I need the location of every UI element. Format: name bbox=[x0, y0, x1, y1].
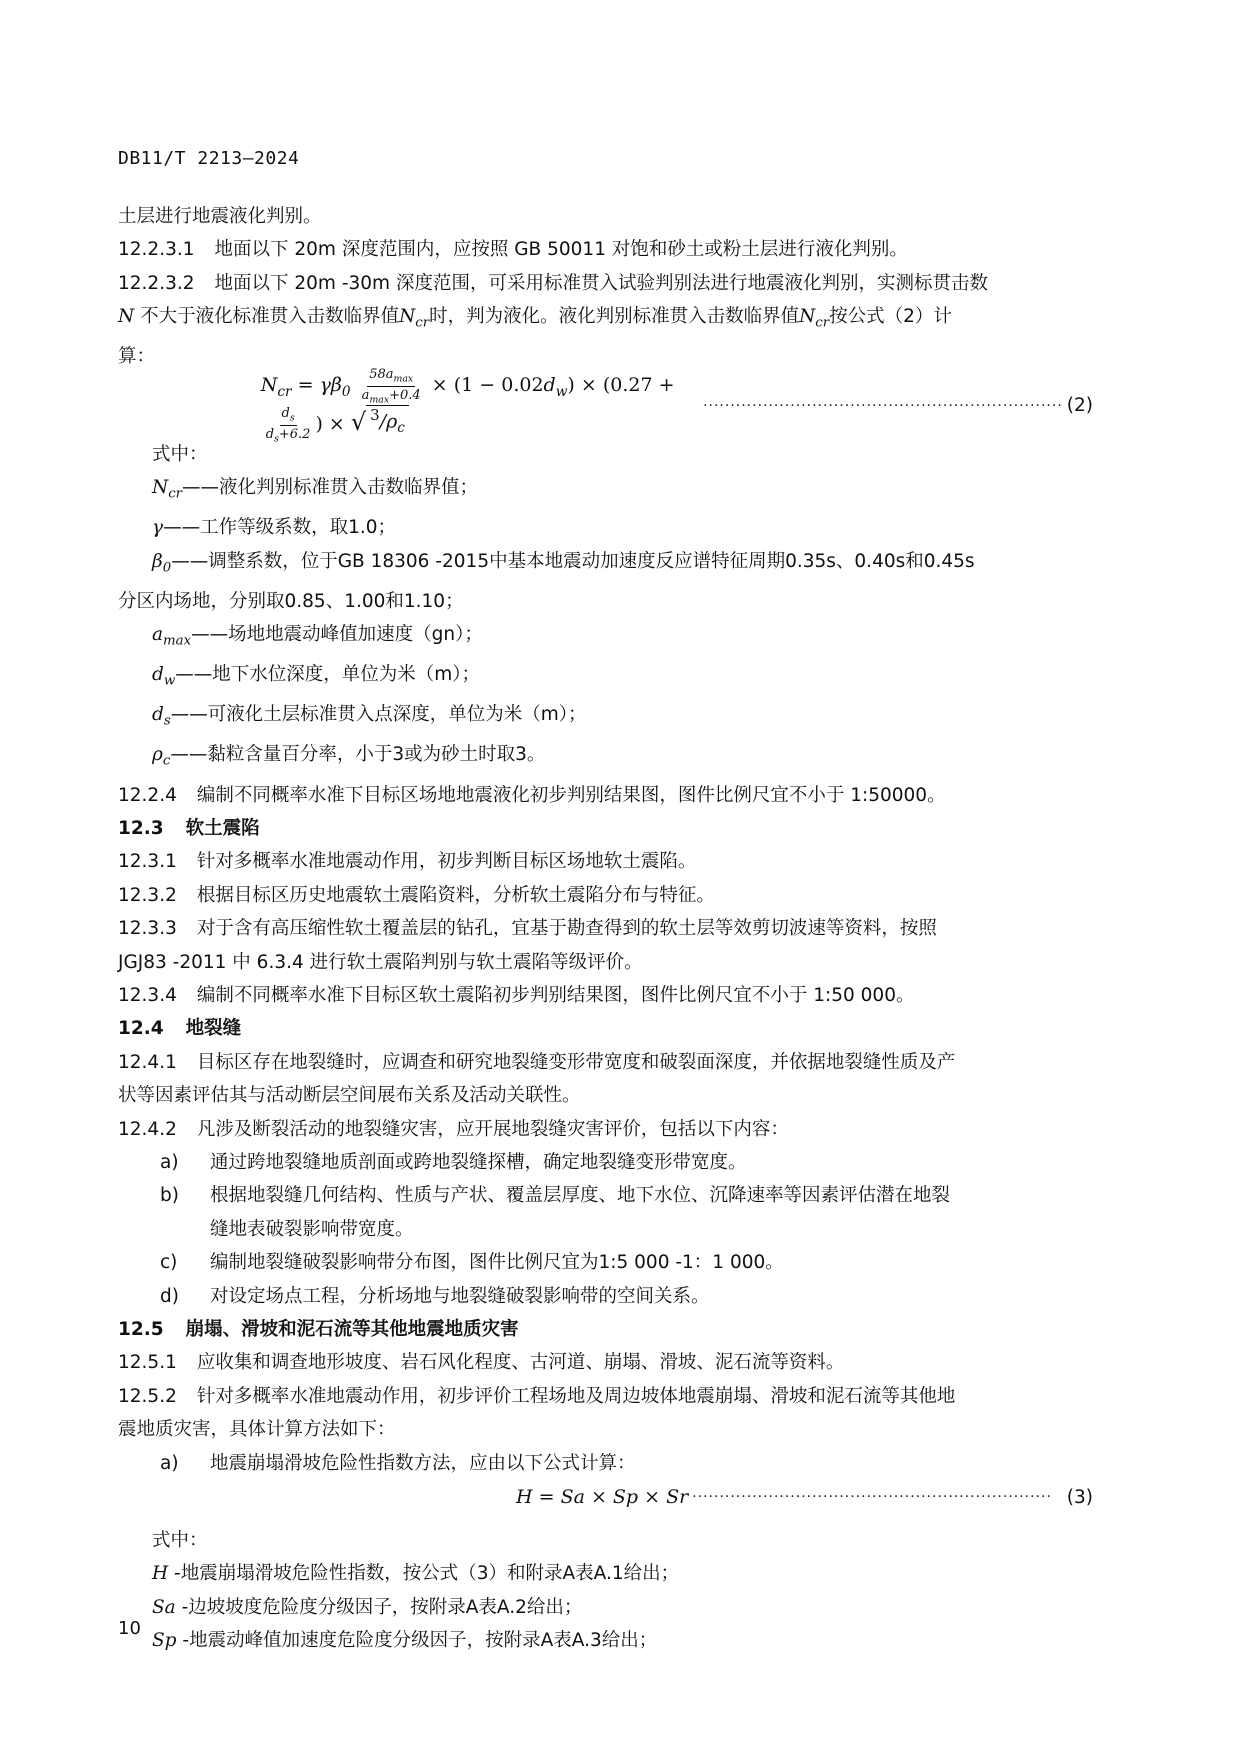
math-symbol-ncr: $N_{cr}$ bbox=[799, 306, 830, 331]
clause-number: 12.4.2 bbox=[118, 1118, 177, 1140]
section-number: 12.5 bbox=[118, 1319, 164, 1340]
math-symbol-ncr: $N_{cr}$ bbox=[399, 306, 430, 331]
clause-number: 12.4.1 bbox=[118, 1051, 177, 1073]
clause-text: 针对多概率水准地震动作用，初步判断目标区场地软土震陷。 bbox=[196, 851, 697, 873]
list-label: b) bbox=[160, 1185, 179, 1207]
formula-2 bbox=[118, 367, 1093, 445]
math-symbol: $a_{max}$ bbox=[152, 624, 192, 649]
definition-text: ——黏粒含量百分率，小于3或为砂土时取3。 bbox=[170, 744, 546, 766]
clause-12-3-2 bbox=[118, 879, 1093, 912]
page-number: 10 bbox=[118, 1618, 141, 1639]
text-line: 震地质灾害，具体计算方法如下： bbox=[118, 1419, 396, 1441]
list-item-a bbox=[118, 1146, 1093, 1179]
clause-text: 针对多概率水准地震动作用，初步评价工程场地及周边坡体地震崩塌、滑坡和泥石流等其他地 bbox=[196, 1385, 956, 1407]
math-symbol: Sp bbox=[152, 1630, 177, 1652]
clause-number: 12.3.1 bbox=[118, 851, 177, 873]
math-symbol: Sa bbox=[152, 1596, 176, 1618]
definition-text: ——液化判别标准贯入击数临界值； bbox=[182, 477, 479, 499]
formula-number: (2) bbox=[1066, 395, 1093, 417]
list-text: 缝地表破裂影响带宽度。 bbox=[210, 1218, 414, 1240]
math-symbol: $\beta_0$ bbox=[152, 550, 172, 576]
definition-text: ——调整系数，位于GB 18306 -2015中基本地震动加速度反应谱特征周期0.35s、0.40s和0.45s bbox=[171, 550, 975, 572]
definition-ds bbox=[118, 698, 1093, 738]
clause-12-2-4 bbox=[118, 779, 1093, 812]
math-symbol: $d_w$ bbox=[152, 664, 176, 689]
list-item-b bbox=[118, 1179, 1093, 1212]
clause-12-5-1 bbox=[118, 1346, 1093, 1379]
clause-number: 12.2.3.2 bbox=[118, 272, 195, 294]
list-label: d) bbox=[160, 1285, 179, 1307]
text-line: 分区内场地，分别取0.85、1.00和1.10； bbox=[118, 590, 464, 612]
formula-expression: H = Sa × Sp × Sr bbox=[516, 1486, 689, 1509]
clause-number: 12.2.3.1 bbox=[118, 239, 195, 261]
section-title: 崩塌、滑坡和泥石流等其他地震地质灾害 bbox=[185, 1319, 519, 1340]
text-line: 土层进行地震液化判别。 bbox=[118, 206, 322, 227]
text-span: 不大于液化标准贯入击数临界值 bbox=[134, 306, 400, 328]
clause-number: 12.2.4 bbox=[118, 784, 177, 806]
list-label: a) bbox=[160, 1151, 179, 1173]
section-number: 12.3 bbox=[118, 817, 164, 839]
text-line: 状等因素评估其与活动断层空间展布关系及活动关联性。 bbox=[118, 1085, 581, 1107]
clause-text: 编制不同概率水准下目标区软土震陷初步判别结果图，图件比例尺宜不小于 1:50 000。 bbox=[196, 984, 915, 1006]
clause-12-5-2 bbox=[118, 1380, 1093, 1413]
text-span: 时，判为液化。液化判别标准贯入击数临界值 bbox=[429, 306, 800, 328]
formula-3 bbox=[118, 1480, 1093, 1514]
definition-text: -地震崩塌滑坡危险性指数，按公式（3）和附录A表A.1给出； bbox=[168, 1563, 680, 1585]
math-symbol: $N_{cr}$ bbox=[152, 477, 183, 502]
definition-sp bbox=[118, 1624, 1093, 1657]
definition-text: ——工作等级系数，取1.0； bbox=[163, 517, 396, 539]
math-symbol: γ bbox=[152, 517, 164, 539]
definition-amax bbox=[118, 618, 1093, 658]
clause-text: 凡涉及断裂活动的地裂缝灾害，应开展地裂缝灾害评价，包括以下内容： bbox=[196, 1118, 789, 1140]
clause-12-2-3-2 bbox=[118, 267, 1093, 300]
list-text: 编制地裂缝破裂影响带分布图，图件比例尺宜为1:5 000 -1：1 000。 bbox=[210, 1252, 784, 1274]
where-label: 式中： bbox=[152, 1530, 208, 1552]
definition-h bbox=[118, 1557, 1093, 1590]
definition-dw bbox=[118, 658, 1093, 698]
list-item-b-cont bbox=[118, 1213, 1093, 1246]
definition-text: ——地下水位深度，单位为米（m）； bbox=[175, 664, 481, 686]
clause-12-2-3-1 bbox=[118, 233, 1093, 266]
section-number: 12.4 bbox=[118, 1018, 164, 1040]
text-span: 按公式（2）计 bbox=[829, 306, 952, 328]
definition-text: -地震动峰值加速度危险度分级因子，按附录A表A.3给出； bbox=[176, 1630, 658, 1652]
where-label: 式中： bbox=[152, 443, 208, 465]
section-heading-12-5 bbox=[118, 1313, 1093, 1346]
list-item-c bbox=[118, 1246, 1093, 1279]
math-symbol: $\rho_c$ bbox=[152, 744, 171, 770]
section-heading-12-4 bbox=[118, 1012, 1093, 1045]
definition-ncr bbox=[118, 471, 1093, 511]
definition-sa bbox=[118, 1591, 1093, 1624]
leader-dots: ·································································· bbox=[703, 397, 1063, 414]
math-symbol-n: N bbox=[118, 306, 135, 328]
clause-12-3-4 bbox=[118, 979, 1093, 1012]
clause-number: 12.3.4 bbox=[118, 984, 177, 1006]
math-symbol: H bbox=[152, 1563, 169, 1585]
leader-dots: ·································································· bbox=[692, 1489, 1052, 1506]
definition-rhoc bbox=[118, 738, 1093, 778]
formula-expression: $N_{cr} = \gamma\beta_0$ $\frac{58a_{max}}{a_{max}+0.4}$ × $(1 - 0.02d_w) \times (0.27$ + $\frac{d_s}{d_s+6.2}$ ) × √ $^3/\rho_c$ bbox=[260, 367, 675, 445]
clause-text: 对于含有高压缩性软土覆盖层的钻孔，宜基于勘查得到的软土层等效剪切波速等资料，按照 bbox=[196, 918, 937, 940]
clause-number: 12.3.2 bbox=[118, 884, 177, 906]
clause-text: 编制不同概率水准下目标区场地地震液化初步判别结果图，图件比例尺宜不小于 1:50000。 bbox=[196, 784, 946, 806]
list-text: 对设定场点工程，分析场地与地裂缝破裂影响带的空间关系。 bbox=[210, 1285, 710, 1307]
text-line: 算： bbox=[118, 346, 156, 368]
clause-12-4-1 bbox=[118, 1046, 1093, 1079]
clause-12-4-2 bbox=[118, 1113, 1093, 1146]
text-line bbox=[118, 300, 1093, 340]
section-title: 地裂缝 bbox=[185, 1018, 242, 1040]
text-line: JGJ83 -2011 中 6.3.4 进行软土震陷判别与软土震陷等级评价。 bbox=[118, 951, 643, 973]
math-symbol: $d_s$ bbox=[152, 704, 171, 729]
list-text: 根据地裂缝几何结构、性质与产状、覆盖层厚度、地下水位、沉降速率等因素评估潜在地裂 bbox=[210, 1185, 951, 1207]
clause-text: 目标区存在地裂缝时，应调查和研究地裂缝变形带宽度和破裂面深度，并依据地裂缝性质及产 bbox=[196, 1051, 956, 1073]
clause-number: 12.3.3 bbox=[118, 918, 177, 940]
clause-text: 根据目标区历史地震软土震陷资料，分析软土震陷分布与特征。 bbox=[196, 884, 715, 906]
section-title: 软土震陷 bbox=[185, 817, 260, 839]
list-label: c) bbox=[160, 1252, 178, 1274]
list-label: a) bbox=[160, 1452, 179, 1474]
list-item-d bbox=[118, 1280, 1093, 1313]
clause-text: 地面以下 20m -30m 深度范围，可采用标准贯入试验判别法进行地震液化判别，实测标贯击数 bbox=[214, 272, 988, 294]
list-item-a2 bbox=[118, 1447, 1093, 1480]
list-text: 地震崩塌滑坡危险性指数方法，应由以下公式计算： bbox=[210, 1452, 636, 1474]
clause-12-3-3 bbox=[118, 912, 1093, 945]
clause-12-3-1 bbox=[118, 845, 1093, 878]
definition-text: ——可液化土层标准贯入点深度，单位为米（m）； bbox=[170, 704, 587, 726]
clause-number: 12.5.2 bbox=[118, 1385, 177, 1407]
definition-beta0 bbox=[118, 545, 1093, 585]
list-text: 通过跨地裂缝地质剖面或跨地裂缝探槽，确定地裂缝变形带宽度。 bbox=[210, 1151, 747, 1173]
definition-text: ——场地地震动峰值加速度（gn）； bbox=[191, 624, 483, 646]
formula-number: (3) bbox=[1066, 1486, 1093, 1508]
definition-gamma bbox=[118, 511, 1093, 544]
clause-text: 应收集和调查地形坡度、岩石风化程度、古河道、崩塌、滑坡、泥石流等资料。 bbox=[196, 1352, 845, 1374]
clause-text: 地面以下 20m 深度范围内，应按照 GB 50011 对饱和砂土或粉土层进行液化判别。 bbox=[214, 239, 908, 261]
clause-number: 12.5.1 bbox=[118, 1352, 177, 1374]
document-body bbox=[118, 200, 1093, 1658]
definition-text: -边坡坡度危险度分级因子，按附录A表A.2给出； bbox=[175, 1596, 583, 1618]
section-heading-12-3 bbox=[118, 812, 1093, 845]
standard-code-header: DB11/T 2213—2024 bbox=[118, 148, 300, 169]
